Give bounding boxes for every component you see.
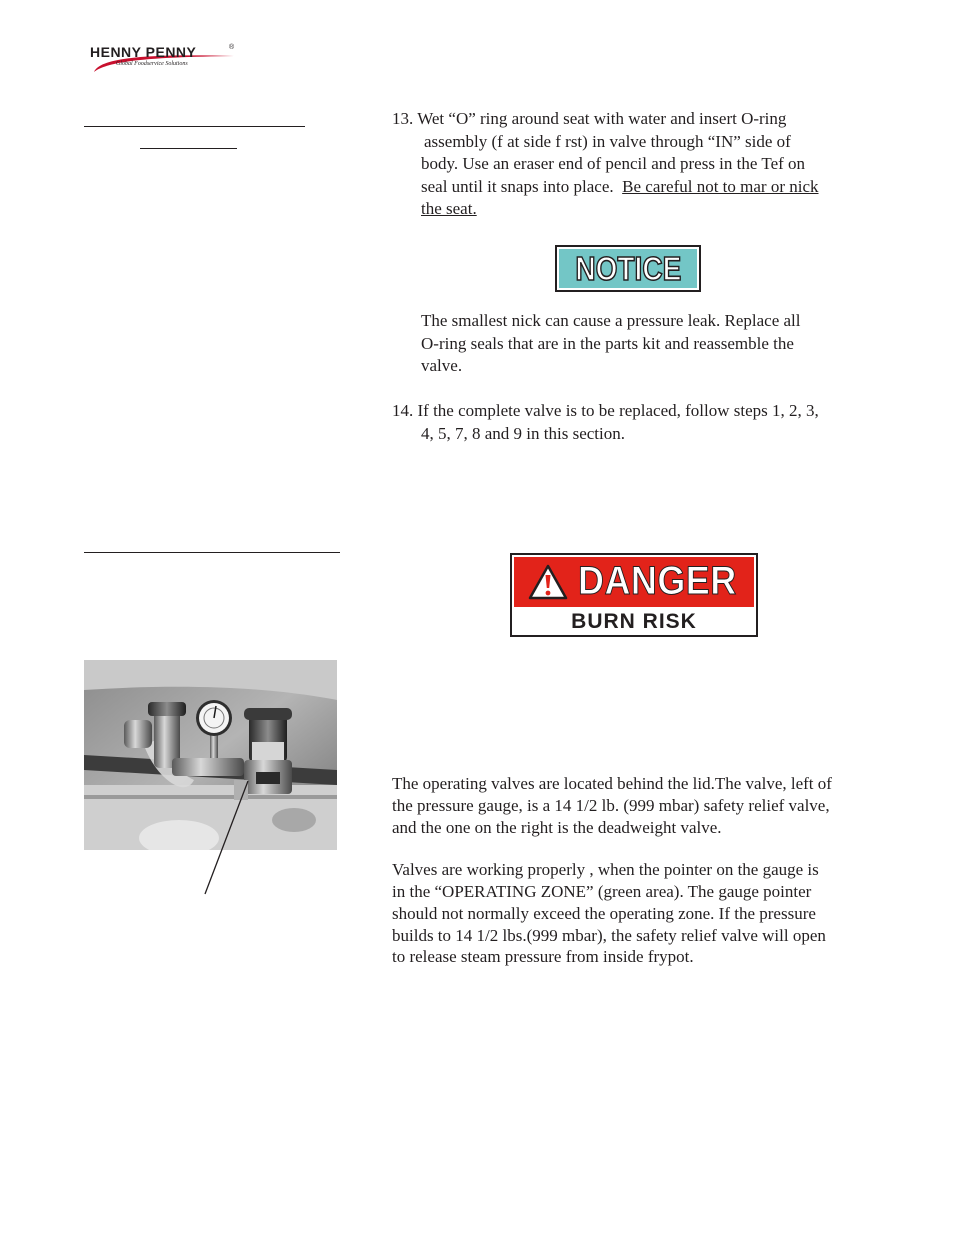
step-14-line-1: 14. If the complete valve is to be replaced, follow steps 1, 2, 3,: [392, 401, 819, 420]
operating-para-line-3: and the one on the right is the deadweight valve.: [392, 818, 722, 837]
step-13-line-2: assembly (f at side f rst) in valve through “IN” side of: [424, 132, 791, 151]
step-13-caution-text: Be careful not to mar or nick: [622, 177, 819, 196]
warning-triangle-icon: [528, 564, 568, 600]
operating-para-line-1: The operating valves are located behind the lid.The valve, left of: [392, 774, 832, 793]
gauge-para-line-5: to release steam pressure from inside frypot.: [392, 947, 694, 966]
gauge-para-line-1: Valves are working properly , when the pointer on the gauge is: [392, 860, 819, 879]
notice-text-line-3: valve.: [421, 356, 463, 375]
danger-title: DANGER: [578, 559, 737, 603]
valve-assembly-photo: [84, 660, 337, 850]
logo-brand-text: HENNY PENNY: [90, 44, 197, 60]
gauge-para-line-4: builds to 14 1/2 lbs.(999 mbar), the safety relief valve will open: [392, 926, 826, 945]
operating-para-line-2: the pressure gauge, is a 14 1/2 lb. (999 mbar) safety relief valve,: [392, 796, 830, 815]
gauge-para-line-3: should not normally exceed the operating zone. If the pressure: [392, 904, 816, 923]
step-13-line-5: the seat.: [421, 199, 477, 218]
step-14-line-2: 4, 5, 7, 8 and 9 in this section.: [421, 424, 625, 443]
step-13-line-4: [421, 176, 819, 199]
notice-label: NOTICE: [575, 249, 681, 287]
left-heading-rule-3: [84, 552, 340, 553]
left-heading-rule-1: [84, 126, 305, 127]
left-heading-rule-2: [140, 148, 237, 149]
logo-tagline: Global Foodservice Solutions: [116, 61, 188, 67]
danger-burn-risk-sign: [510, 553, 758, 637]
notice-sign-panel: [559, 249, 697, 288]
step-13-line-4-plain: seal until it snaps into place.: [421, 177, 623, 196]
danger-subtitle: BURN RISK: [571, 610, 697, 633]
gauge-para-line-2: in the “OPERATING ZONE” (green area). The gauge pointer: [392, 882, 812, 901]
henny-penny-logo: [88, 42, 238, 74]
notice-text-line-1: The smallest nick can cause a pressure leak. Replace all: [421, 311, 801, 330]
step-13-line-3: body. Use an eraser end of pencil and press in the Tef on: [421, 154, 806, 173]
danger-header-panel: [514, 557, 754, 607]
notice-text-line-2: O-ring seals that are in the parts kit and reassemble the: [421, 334, 794, 353]
notice-sign: [555, 245, 701, 292]
logo-registered-mark: ®: [229, 44, 235, 51]
step-13-line-1: 13. Wet “O” ring around seat with water and insert O-ring: [392, 109, 787, 128]
